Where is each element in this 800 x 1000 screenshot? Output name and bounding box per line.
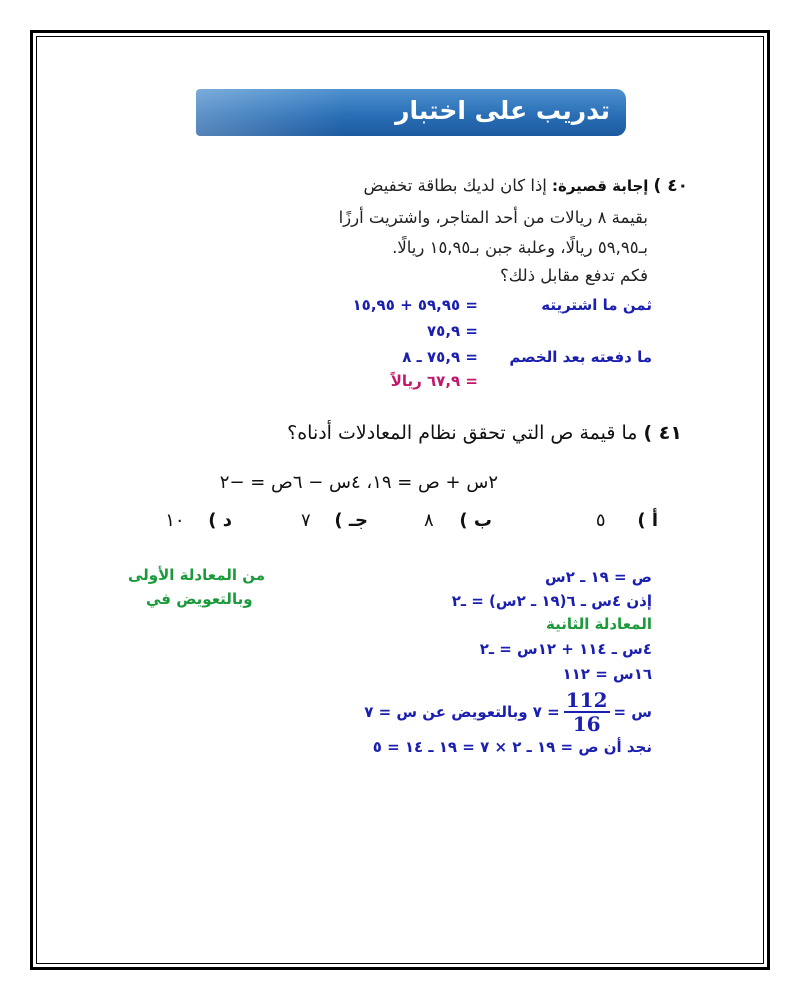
question-40-line-1: إذا كان لديك بطاقة تخفيض — [363, 176, 547, 195]
answer-final: = ٦٧,٩ ريالاً — [390, 372, 478, 390]
option-b-value: ٨ — [424, 510, 434, 531]
question-40-number: ٤٠ ) — [653, 176, 688, 196]
solution-step-5 — [364, 688, 652, 736]
option-d-letter: د ) — [208, 510, 232, 531]
option-a-value: ٥ — [595, 510, 606, 531]
solution-step-5-prefix: س = — [613, 703, 652, 721]
answer-purchase-label: ثمن ما اشتريته — [541, 296, 652, 314]
question-40-type-label: إجابة قصيرة: — [551, 177, 649, 195]
solution-step-6: نجد أن ص = ١٩ ـ ٢ × ٧ = ١٩ ـ ١٤ = ٥ — [372, 738, 652, 756]
option-b[interactable] — [424, 510, 492, 531]
solution-step-2: إذن ٤س ـ ٦(١٩ ـ ٢س) = ـ٢ — [451, 592, 652, 610]
note-line-2: وبالتعويض في — [146, 590, 253, 608]
answer-line-1: = ٥٩,٩٥ + ١٥,٩٥ — [352, 296, 478, 314]
equation-system: ٢س + ص = ١٩، ٤س − ٦ص = −٢ — [219, 472, 498, 493]
question-40-line-4: فكم تدفع مقابل ذلك؟ — [500, 266, 648, 285]
option-b-letter: ب ) — [459, 510, 492, 531]
question-41-number: ٤١ ) — [643, 422, 682, 444]
question-40-line-3: بـ٥٩,٩٥ ريالًا، وعلبة جبن بـ١٥,٩٥ ريالًا. — [392, 238, 648, 257]
option-d[interactable] — [165, 510, 232, 531]
option-a[interactable] — [596, 510, 658, 531]
fraction — [564, 689, 610, 735]
question-41-line — [287, 422, 682, 444]
answer-paid-label: ما دفعته بعد الخصم — [509, 348, 652, 366]
page-title: تدريب على اختبار — [395, 96, 610, 125]
solution-step-5-suffix: = ٧ وبالتعويض عن س = ٧ — [364, 703, 560, 721]
option-a-letter: أ ) — [637, 510, 658, 531]
option-c[interactable] — [301, 510, 368, 531]
note-line-1: من المعادلة الأولى — [128, 566, 266, 584]
option-c-value: ٧ — [300, 510, 311, 531]
answer-line-3: = ٧٥,٩ ـ ٨ — [402, 348, 478, 366]
solution-step-3: ٤س ـ ١١٤ + ١٢س = ـ٢ — [479, 640, 652, 658]
fraction-denominator: 16 — [572, 712, 601, 736]
fraction-numerator: 112 — [565, 688, 608, 712]
solution-step-4: ١٦س = ١١٢ — [562, 665, 652, 683]
solution-step-1: ص = ١٩ ـ ٢س — [545, 568, 652, 586]
question-40-first-line — [364, 176, 688, 196]
answer-line-2: = ٧٥,٩ — [427, 322, 478, 340]
question-40-line-2: بقيمة ٨ ريالات من أحد المتاجر، واشتريت أرزًا — [338, 208, 648, 227]
option-c-letter: جـ ) — [334, 510, 368, 531]
option-d-value: ١٠ — [165, 510, 185, 531]
header-banner-fade — [196, 89, 346, 136]
solution-step-2-note: المعادلة الثانية — [546, 615, 652, 633]
question-41-text: ما قيمة ص التي تحقق نظام المعادلات أدناه؟ — [287, 422, 638, 444]
